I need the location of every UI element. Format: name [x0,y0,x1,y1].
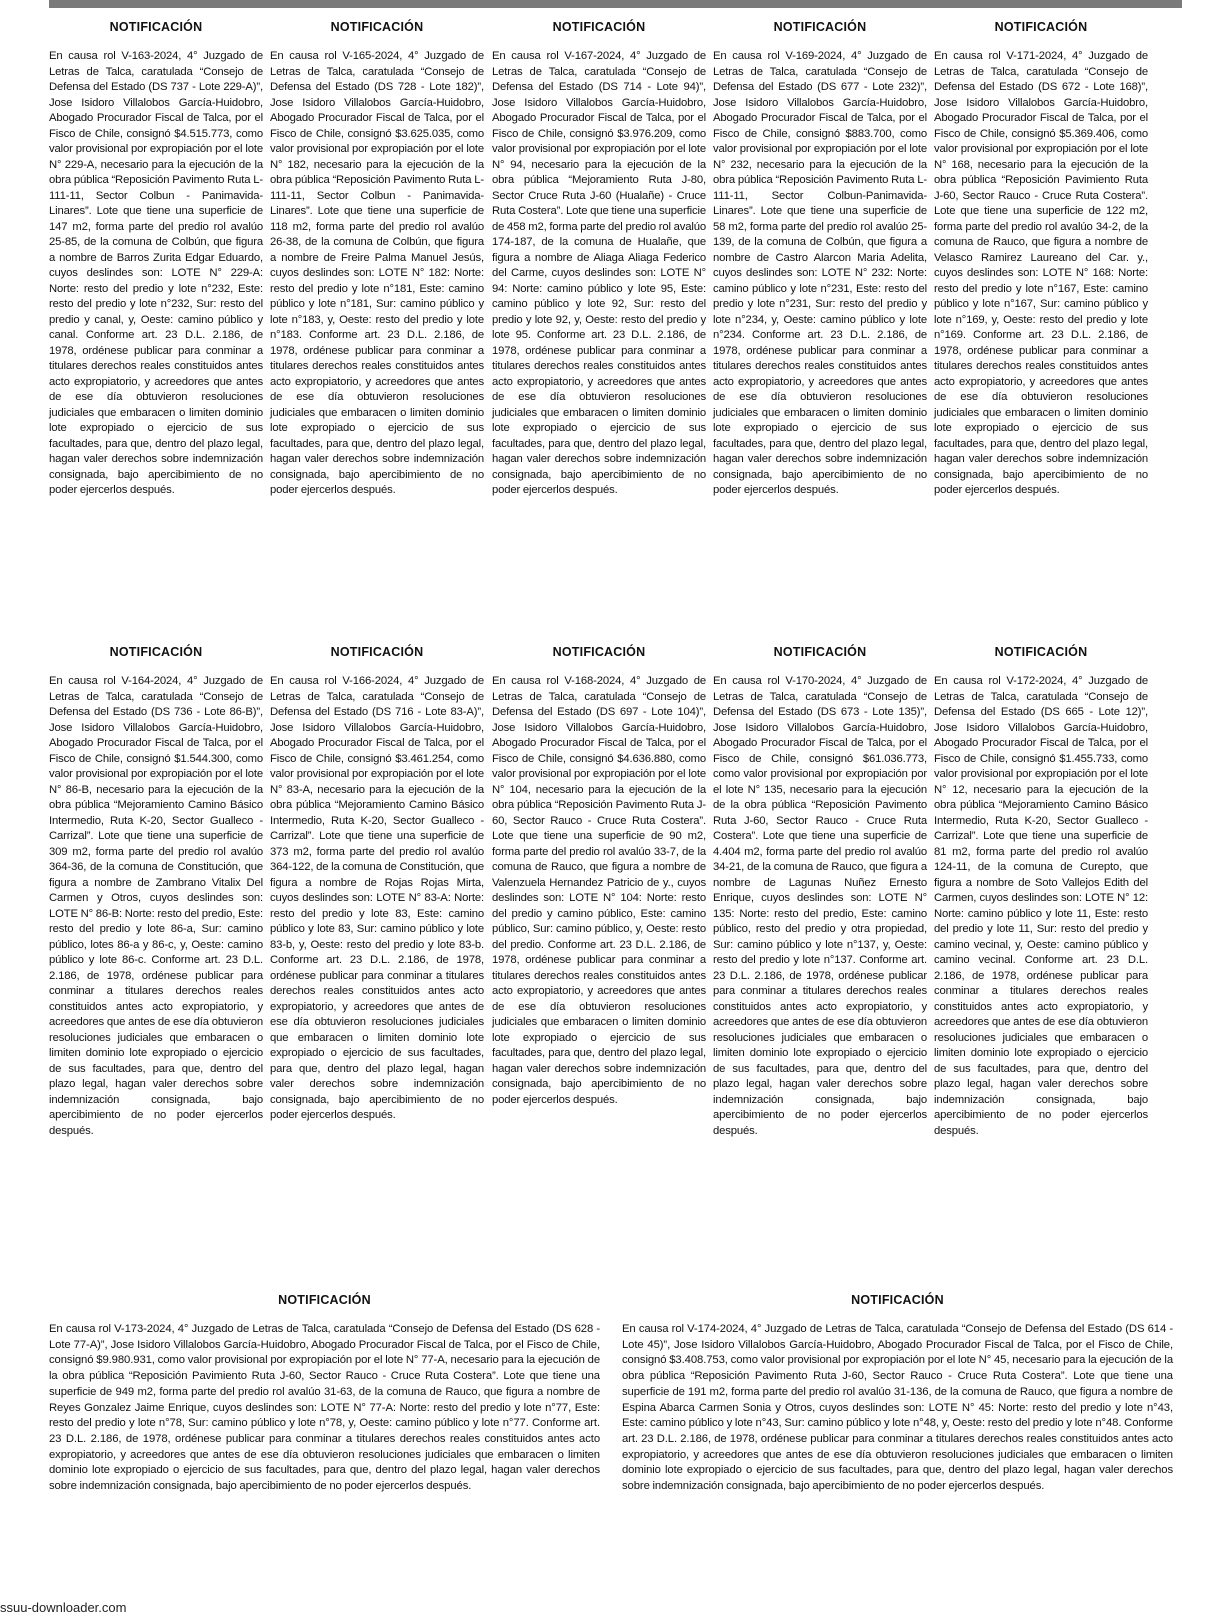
watermark-text: ssuu-downloader.com [0,1600,127,1615]
notice-v172 [934,643,1148,1139]
notice-title: NOTIFICACIÓN [994,20,1088,34]
notice-v167 [492,18,706,499]
notice-body: En causa rol V-174-2024, 4° Juzgado de Letras de Talca, caratulada “Consejo de Defensa del Estado (DS 614 - Lote 45)”, Jose Isidoro Villalobos García-Huidobro, Abogado Procurador Fiscal de Talca, por el Fisco de Chile, consignó $3.408.753, como valor provisional por expropiación por el lote N° 45, necesario para la ejecución de la obra pública “Reposición Pavimento Ruta J-60, Sector Rauco - Cruce Ruta Costera”. Lote que tiene una superficie de 191 m2, forma parte del predio rol avalúo 31-136, de la comuna de Rauco, que figura a nombre de Espina Abarca Carmen Sonia y Otros, cuyos deslindes son: LOTE N° 45: Norte: resto del predio y lote n°43, Este: camino público y lote n°43, Sur: camino público y lote n°48, y, Oeste: resto del predio y lote n°48. Conforme art. 23 D.L. 2.186, de 1978, ordénese publicar para conminar a titulares derechos reales constituidos antes acto expropiatorio, y acreedores que antes de ese día obtuvieron resoluciones judiciales que embaracen o limiten dominio lote expropiado o ejercicio de sus facultades, para que, dentro del plazo legal, hagan valer derechos sobre indemnización consignada, bajo apercibimiento de no poder ejercerlos después. [622,1323,1173,1493]
notice-v170 [713,643,927,1139]
notice-title: NOTIFICACIÓN [851,1293,944,1307]
notice-body: En causa rol V-167-2024, 4° Juzgado de Letras de Talca, caratulada “Consejo de Defensa del Estado (DS 714 - Lote 94)”, Jose Isidoro Villalobos García-Huidobro, Abogado Procurador Fiscal de Talca, por el Fisco de Chile, consignó $3.976.209, como valor provisional por expropiación por el lote N° 94, necesario para la ejecución de la obra pública “Mejoramiento Ruta J-80, Sector Cruce Ruta J-60 (Hualañe) - Cruce Ruta Costera”. Lote que tiene una superficie de 458 m2, forma parte del predio rol avalúo 174-187, de la comuna de Hualañe, que figura a nombre de Aliaga Aliaga Federico del Carme, cuyos deslindes son: LOTE N° 94: Norte: camino público y lote 95, Este: camino público y lote 92, Sur: resto del predio y lote 92, y, Oeste: resto del predio y lote 95. Conforme art. 23 D.L. 2.186, de 1978, ordénese publicar para conminar a titulares derechos reales constituidos antes acto expropiatorio, y acreedores que antes de ese día obtuvieron resoluciones judiciales que embaracen o limiten dominio lote expropiado o ejercicio de sus facultades, para que, dentro del plazo legal, hagan valer derechos sobre indemnización consignada, bajo apercibimiento de no poder ejercerlos después. [492,50,706,496]
notice-title: NOTIFICACIÓN [109,645,203,659]
notice-body: En causa rol V-165-2024, 4° Juzgado de Letras de Talca, caratulada “Consejo de Defensa del Estado (DS 728 - Lote 182)”, Jose Isidoro Villalobos García-Huidobro, Abogado Procurador Fiscal de Talca, por el Fisco de Chile, consignó $3.625.035, como valor provisional por expropiación por el lote N° 182, necesario para la ejecución de la obra pública “Reposición Pavimento Ruta L-111-11, Sector Colbun - Panimavida-Linares”. Lote que tiene una superficie de 118 m2, forma parte del predio rol avalúo 26-38, de la comuna de Colbún, que figura a nombre de Freire Palma Manuel Jesús, cuyos deslindes son: LOTE N° 182: Norte: resto del predio y lote n°181, Este: camino público y lote n°181, Sur: camino público y lote n°183, y, Oeste: resto del predio y lote n°183. Conforme art. 23 D.L. 2.186, de 1978, ordénese publicar para conminar a titulares derechos reales constituidos antes acto expropiatorio, y acreedores que antes de ese día obtuvieron resoluciones judiciales que embaracen o limiten dominio lote expropiado o ejercicio de sus facultades, para que, dentro del plazo legal, hagan valer derechos sobre indemnización consignada, bajo apercibimiento de no poder ejercerlos después. [270,50,484,496]
notice-body: En causa rol V-169-2024, 4° Juzgado de Letras de Talca, caratulada “Consejo de Defensa del Estado (DS 677 - Lote 232)”, Jose Isidoro Villalobos García-Huidobro, Abogado Procurador Fiscal de Talca, por el Fisco de Chile, consignó $883.700, como valor provisional por expropiación por el lote N° 232, necesario para la ejecución de la obra pública “Reposición Pavimento Ruta L-111-11, Sector Colbun-Panimavida-Linares”. Lote que tiene una superficie de 58 m2, forma parte del predio rol avalúo 25-139, de la comuna de Colbún, que figura a nombre de Castro Alarcon Maria Adelita, cuyos deslindes son: LOTE N° 232: Norte: camino público y lote n°231, Este: resto del predio y lote n°231, Sur: resto del predio y lote n°234, y, Oeste: camino público y lote n°234. Conforme art. 23 D.L. 2.186, de 1978, ordénese publicar para conminar a titulares derechos reales constituidos antes acto expropiatorio, y acreedores que antes de ese día obtuvieron resoluciones judiciales que embaracen o limiten dominio lote expropiado o ejercicio de sus facultades, para que, dentro del plazo legal, hagan valer derechos sobre indemnización consignada, bajo apercibimiento de no poder ejercerlos después. [713,50,927,496]
notice-title: NOTIFICACIÓN [278,1293,371,1307]
notice-title: NOTIFICACIÓN [773,20,867,34]
top-rule [49,0,1182,8]
notice-title: NOTIFICACIÓN [552,20,646,34]
notice-title: NOTIFICACIÓN [994,645,1088,659]
notice-body: En causa rol V-172-2024, 4° Juzgado de Letras de Talca, caratulada “Consejo de Defensa del Estado (DS 665 - Lote 12)”, Jose Isidoro Villalobos García-Huidobro, Abogado Procurador Fiscal de Talca, por el Fisco de Chile, consignó $1.455.733, como valor provisional por expropiación por el lote N° 12, necesario para la ejecución de la obra pública “Mejoramiento Camino Básico Intermedio, Ruta K-20, Sector Gualleco - Carrizal”. Lote que tiene una superficie de 81 m2, forma parte del predio rol avalúo 124-11, de la comuna de Curepto, que figura a nombre de Soto Vallejos Edith del Carmen, cuyos deslindes son: LOTE N° 12: Norte: camino público y lote 11, Este: resto del predio y lote 11, Sur: resto del predio y camino vecinal, y, Oeste: camino público y camino vecinal. Conforme art. 23 D.L. 2.186, de 1978, ordénese publicar para conminar a titulares derechos reales constituidos antes acto expropiatorio, y acreedores que antes de ese día obtuvieron resoluciones judiciales que embaracen o limiten dominio lote expropiado o ejercicio de sus facultades, para que, dentro del plazo legal, hagan valer derechos sobre indemnización consignada, bajo apercibimiento de no poder ejercerlos después. [934,675,1148,1137]
notice-body: En causa rol V-170-2024, 4° Juzgado de Letras de Talca, caratulada “Consejo de Defensa del Estado (DS 673 - Lote 135)”, Jose Isidoro Villalobos García-Huidobro, Abogado Procurador Fiscal de Talca, por el Fisco de Chile, consignó $61.036.773, como valor provisional por expropiación por el lote N° 135, necesario para la ejecución de la obra pública “Reposición Pavimento Ruta J-60, Sector Rauco - Cruce Ruta Costera”. Lote que tiene una superficie de 4.404 m2, forma parte del predio rol avalúo 34-21, de la comuna de Rauco, que figura a nombre de Lagunas Nuñez Ernesto Enrique, cuyos deslindes son: LOTE N° 135: Norte: resto del predio, Este: camino público, resto del predio y otra propiedad, Sur: camino público y lote n°137, y, Oeste: resto del predio y lote n°137. Conforme art. 23 D.L. 2.186, de 1978, ordénese publicar para conminar a titulares derechos reales constituidos antes acto expropiatorio, y acreedores que antes de ese día obtuvieron resoluciones judiciales que embaracen o limiten dominio lote expropiado o ejercicio de sus facultades, para que, dentro del plazo legal, hagan valer derechos sobre indemnización consignada, bajo apercibimiento de no poder ejercerlos después. [713,675,927,1137]
notice-v171 [934,18,1148,499]
notice-v165 [270,18,484,499]
notice-body: En causa rol V-164-2024, 4° Juzgado de Letras de Talca, caratulada “Consejo de Defensa del Estado (DS 736 - Lote 86-B)”, Jose Isidoro Villalobos García-Huidobro, Abogado Procurador Fiscal de Talca, por el Fisco de Chile, consignó $1.544.300, como valor provisional por expropiación por el lote N° 86-B, necesario para la ejecución de la obra pública “Mejoramiento Camino Básico Intermedio, Ruta K-20, Sector Gualleco - Carrizal”. Lote que tiene una superficie de 309 m2, forma parte del predio rol avalúo 364-36, de la comuna de Constitución, que figura a nombre de Zambrano Vitalix Del Carmen y Otros, cuyos deslindes son: LOTE N° 86-B: Norte: resto del predio, Este: resto del predio y lote 86-a, Sur: camino público, lotes 86-a y 86-c, y, Oeste: camino público y lote 86-c. Conforme art. 23 D.L. 2.186, de 1978, ordénese publicar para conminar a titulares derechos reales constituidos antes acto expropiatorio, y acreedores que antes de ese día obtuvieron resoluciones judiciales que embaracen o limiten dominio lote expropiado o ejercicio de sus facultades, para que, dentro del plazo legal, hagan valer derechos sobre indemnización consignada, bajo apercibimiento de no poder ejercerlos después. [49,675,263,1137]
notice-v166 [270,643,484,1124]
notice-body: En causa rol V-168-2024, 4° Juzgado de Letras de Talca, caratulada “Consejo de Defensa del Estado (DS 697 - Lote 104)”, Jose Isidoro Villalobos García-Huidobro, Abogado Procurador Fiscal de Talca, por el Fisco de Chile, consignó $4.636.880, como valor provisional por expropiación por el lote N° 104, necesario para la ejecución de la obra pública “Reposición Pavimento Ruta J-60, Sector Rauco - Cruce Ruta Costera”. Lote que tiene una superficie de 90 m2, forma parte del predio rol avalúo 33-7, de la comuna de Rauco, que figura a nombre de Valenzuela Hernandez Patricio de y., cuyos deslindes son: LOTE N° 104: Norte: resto del predio y camino público, Este: camino público, Sur: camino público, y, Oeste: resto del predio. Conforme art. 23 D.L. 2.186, de 1978, ordénese publicar para conminar a titulares derechos reales constituidos antes acto expropiatorio, y acreedores que antes de ese día obtuvieron resoluciones judiciales que embaracen o limiten dominio lote expropiado o ejercicio de sus facultades, para que, dentro del plazo legal, hagan valer derechos sobre indemnización consignada, bajo apercibimiento de no poder ejercerlos después. [492,675,706,1106]
notice-body: En causa rol V-171-2024, 4° Juzgado de Letras de Talca, caratulada “Consejo de Defensa del Estado (DS 672 - Lote 168)”, Jose Isidoro Villalobos García-Huidobro, Abogado Procurador Fiscal de Talca, por el Fisco de Chile, consignó $5.369.406, como valor provisional por expropiación por el lote N° 168, necesario para la ejecución de la obra pública “Reposición Pavimiento Ruta J-60, Sector Rauco - Cruce Ruta Costera”. Lote que tiene una superficie de 122 m2, forma parte del predio rol avalúo 34-2, de la comuna de Rauco, que figura a nombre de Velasco Ramirez Laureano del Car. y., cuyos deslindes son: LOTE N° 168: Norte: resto del predio y lote n°167, Este: camino público y lote n°167, Sur: camino público y lote n°169, y, Oeste: resto del predio y lote n°169. Conforme art. 23 D.L. 2.186, de 1978, ordénese publicar para conminar a titulares derechos reales constituidos antes acto expropiatorio, y acreedores que antes de ese día obtuvieron resoluciones judiciales que embaracen o limiten dominio lote expropiado o ejercicio de sus facultades, para que, dentro del plazo legal, hagan valer derechos sobre indemnización consignada, bajo apercibimiento de no poder ejercerlos después. [934,50,1148,496]
notice-v164 [49,643,263,1139]
notice-title: NOTIFICACIÓN [330,645,424,659]
notice-v163 [49,18,263,499]
notice-v168 [492,643,706,1108]
notice-title: NOTIFICACIÓN [552,645,646,659]
notice-v174 [622,1291,1173,1495]
notice-body: En causa rol V-166-2024, 4° Juzgado de Letras de Talca, caratulada “Consejo de Defensa del Estado (DS 716 - Lote 83-A)”, Jose Isidoro Villalobos García-Huidobro, Abogado Procurador Fiscal de Talca, por el Fisco de Chile, consignó $3.461.254, como valor provisional por expropiación por el lote N° 83-A, necesario para la ejecución de la obra pública “Mejoramiento Camino Básico Intermedio, Ruta K-20, Sector Gualleco - Carrizal”. Lote que tiene una superficie de 373 m2, forma parte del predio rol avalúo 364-122, de la comuna de Constitución, que figura a nombre de Rojas Rojas Mirta, cuyos deslindes son: LOTE N° 83-A: Norte: resto del predio y lote 83, Este: camino público y lote 83, Sur: camino público y lote 83-b, y, Oeste: resto del predio y lote 83-b. Conforme art. 23 D.L. 2.186, de 1978, ordénese publicar para conminar a titulares derechos reales constituidos antes acto expropiatorio, y acreedores que antes de ese día obtuvieron resoluciones judiciales que embaracen o limiten dominio lote expropiado o ejercicio de sus facultades, para que, dentro del plazo legal, hagan valer derechos sobre indemnización consignada, bajo apercibimiento de no poder ejercerlos después. [270,675,484,1121]
notice-title: NOTIFICACIÓN [773,645,867,659]
notice-body: En causa rol V-173-2024, 4° Juzgado de Letras de Talca, caratulada “Consejo de Defensa del Estado (DS 628 - Lote 77-A)”, Jose Isidoro Villalobos García-Huidobro, Abogado Procurador Fiscal de Talca, por el Fisco de Chile, consignó $9.980.931, como valor provisional por expropiación por el lote N° 77-A, necesario para la ejecución de la obra pública “Reposición Pavimiento Ruta J-60, Sector Rauco - Cruce Ruta Costera”. Lote que tiene una superficie de 949 m2, forma parte del predio rol avalúo 31-63, de la comuna de Rauco, que figura a nombre de Reyes Gonzalez Jaime Enrique, cuyos deslindes son: LOTE N° 77-A: Norte: resto del predio y lote n°77, Este: resto del predio y lote n°78, Sur: camino público y lote n°78, y, Oeste: camino público y lote n°77. Conforme art. 23 D.L. 2.186, de 1978, ordénese publicar para conminar a titulares derechos reales constituidos antes acto expropiatorio, y acreedores que antes de ese día obtuvieron resoluciones judiciales que embaracen o limiten dominio lote expropiado o ejercicio de sus facultades, para que, dentro del plazo legal, hagan valer derechos sobre indemnización consignada, bajo apercibimiento de no poder ejercerlos después. [49,1323,600,1493]
notice-title: NOTIFICACIÓN [109,20,203,34]
notice-body: En causa rol V-163-2024, 4° Juzgado de Letras de Talca, caratulada “Consejo de Defensa del Estado (DS 737 - Lote 229-A)”, Jose Isidoro Villalobos García-Huidobro, Abogado Procurador Fiscal de Talca, por el Fisco de Chile, consignó $4.515.773, como valor provisional por expropiación por el lote N° 229-A, necesario para la ejecución de la obra pública “Reposición Pavimento Ruta L-111-11, Sector Colbun - Panimavida-Linares”. Lote que tiene una superficie de 147 m2, forma parte del predio rol avalúo 25-85, de la comuna de Colbún, que figura a nombre de Barros Zurita Edgar Eduardo, cuyos deslindes son: LOTE N° 229-A: Norte: resto del predio y lote n°232, Este: resto del predio y lote n°232, Sur: resto del predio y canal, y, Oeste: camino público y canal. Conforme art. 23 D.L. 2.186, de 1978, ordénese publicar para conminar a titulares derechos reales constituidos antes acto expropiatorio, y acreedores que antes de ese día obtuvieron resoluciones judiciales que embaracen o limiten dominio lote expropiado o ejercicio de sus facultades, para que, dentro del plazo legal, hagan valer derechos sobre indemnización consignada, bajo apercibimiento de no poder ejercerlos después. [49,50,263,496]
notice-v169 [713,18,927,499]
notice-title: NOTIFICACIÓN [330,20,424,34]
notice-v173 [49,1291,600,1495]
